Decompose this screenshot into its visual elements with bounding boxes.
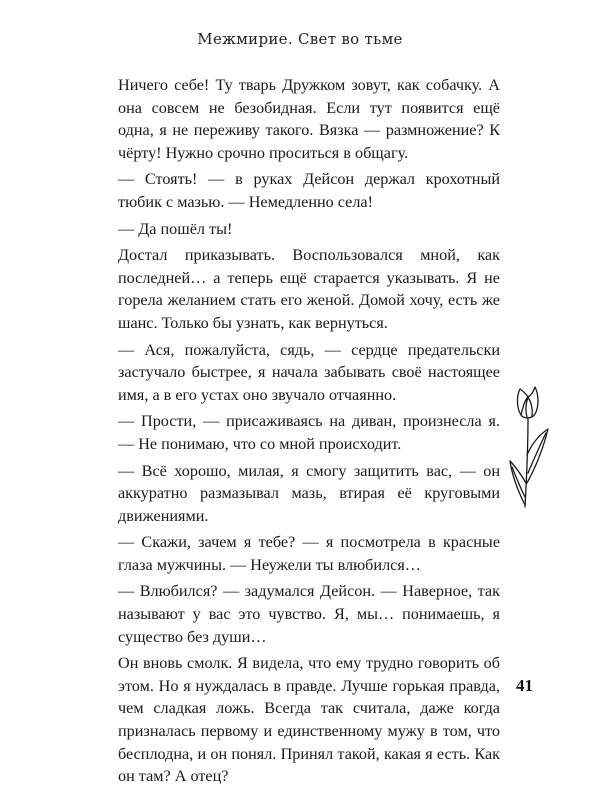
paragraph: Ничего себе! Ту тварь Дружком зовут, как собачку. А она совсем не безобидная. Если тут появится ещё одна, я не переживу такого. Вязка — размножение? К чёрту! Нужно срочно проситься в общагу.: [118, 76, 500, 162]
paragraph: — Всё хорошо, милая, я смогу защитить вас, — он аккуратно размазывал мазь, втирая её круговыми движениями.: [118, 461, 500, 525]
paragraph: Достал приказывать. Воспользовался мной, как последней… а теперь ещё старается указывать. Я не горела желанием стать его женой. Домой хочу, есть же шанс. Только бы узнать, как вернуться.: [118, 246, 500, 332]
tulip-icon: [508, 383, 550, 513]
page-number: 41: [516, 676, 533, 695]
paragraph: Он вновь смолк. Я видела, что ему трудно говорить об этом. Но я нуждалась в правде. Лучше горькая правда, чем сладкая ложь. Всегда так считала, даже когда призналась первому и единственному мужу в том, что бесплодна, и он понял. Принял такой, какая я есть. Как он там? А отец?: [118, 654, 500, 786]
running-header: Межмирие. Свет во тьме: [197, 30, 403, 48]
paragraph: — Ася, пожалуйста, сядь, — сердце предательски застучало быстрее, я начала забывать своё настоящее имя, а в его устах оно звучало отчаянно.: [118, 340, 500, 404]
paragraph: — Да пошёл ты!: [118, 219, 233, 238]
paragraph: — Скажи, зачем я тебе? — я посмотрела в красные глаза мужчины. — Неужели ты влюбился…: [118, 533, 500, 574]
paragraph: — Влюбился? — задумался Дейсон. — Наверное, так называют у вас это чувство. Я, мы… понимаешь, я существо без души…: [118, 582, 500, 646]
body-text: [118, 74, 500, 792]
paragraph: — Стоять! — в руках Дейсон держал крохотный тюбик с мазью. — Немедленно села!: [118, 170, 500, 211]
paragraph: — Прости, — присаживаясь на диван, произнесла я. — Не понимаю, что со мной происходит.: [118, 412, 500, 453]
